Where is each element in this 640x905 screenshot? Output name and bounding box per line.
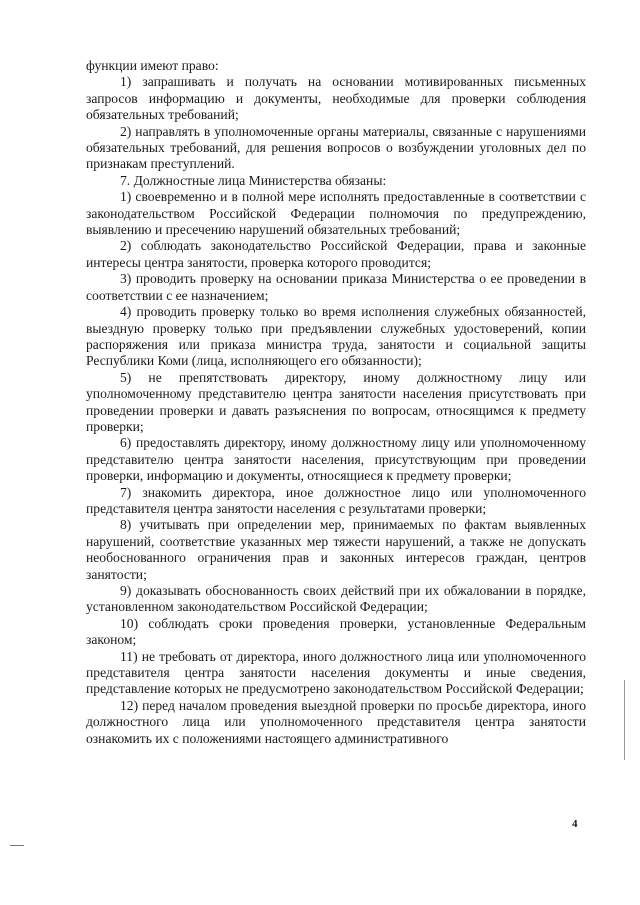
paragraph: 6) предоставлять директору, иному должностному лицу или уполномоченному представителю центра занятости населения, присутствующим при проведении проверки, информацию и документы, относящиеся к предмету проверки; xyxy=(86,435,586,484)
body-text xyxy=(86,58,586,747)
paragraph: 1) запрашивать и получать на основании мотивированных письменных запросов информацию и документы, необходимые для проверки соблюдения обязательных требований; xyxy=(86,74,586,123)
section-heading: 7. Должностные лица Министерства обязаны: xyxy=(120,172,387,188)
page-number: 4 xyxy=(572,818,578,830)
paragraph: 3) проводить проверку на основании приказа Министерства о ее проведении в соответствии с ее назначением; xyxy=(86,271,586,303)
paragraph: 4) проводить проверку только во время исполнения служебных обязанностей, выездную проверку только при предъявлении служебных удостоверений, копии распоряжения или приказа министра труда, занятости и социальной защиты Республики Коми (лица, исполняющего его обязанности); xyxy=(86,304,586,369)
paragraph: 10) соблюдать сроки проведения проверки, установленные Федеральным законом; xyxy=(86,615,586,648)
paragraph: 12) перед началом проведения выездной проверки по просьбе директора, иного должностного лица или уполномоченного представителя центра занятости ознакомить их с положениями настоящего административного xyxy=(86,697,586,746)
paragraph: 8) учитывать при определении мер, принимаемых по фактам выявленных нарушений, соответствие указанных мер тяжести нарушений, а также не допускать необоснованного ограничения прав и законных интересов граждан, центров занятости; xyxy=(86,517,586,582)
paragraph: функции имеют право: xyxy=(86,58,219,73)
paragraph: 5) не препятствовать директору, иному должностному лицу или уполномоченному представителю центра занятости населения присутствовать при проведении проверки и давать разъяснения по вопросам, относящимся к предмету проверки; xyxy=(86,369,586,434)
paragraph: 7) знакомить директора, иное должностное лицо или уполномоченного представителя центра занятости населения с результатами проверки; xyxy=(86,484,586,516)
paragraph: 9) доказывать обоснованность своих действий при их обжаловании в порядке, установленном законодательством Российской Федерации; xyxy=(86,583,586,615)
paragraph: 2) соблюдать законодательство Российской Федерации, права и законные интересы центра занятости, проверка которого проводится; xyxy=(86,238,586,270)
paragraph: 2) направлять в уполномоченные органы материалы, связанные с нарушениями обязательных требований, для решения вопросов о возбуждении уголовных дел по признакам преступлений. xyxy=(86,123,586,172)
paragraph: 1) своевременно и в полной мере исполнять предоставленные в соответствии с законодательством Российской Федерации полномочия по предупреждению, выявлению и пресечению нарушений обязательных требований; xyxy=(86,189,586,238)
scan-edge-mark xyxy=(624,680,625,760)
paragraph: 11) не требовать от директора, иного должностного лица или уполномоченного представителя центра занятости населения документы и иные сведения, представление которых не предусмотрено законодательством Российской Федерации; xyxy=(86,648,586,697)
scan-edge-mark xyxy=(10,845,24,846)
